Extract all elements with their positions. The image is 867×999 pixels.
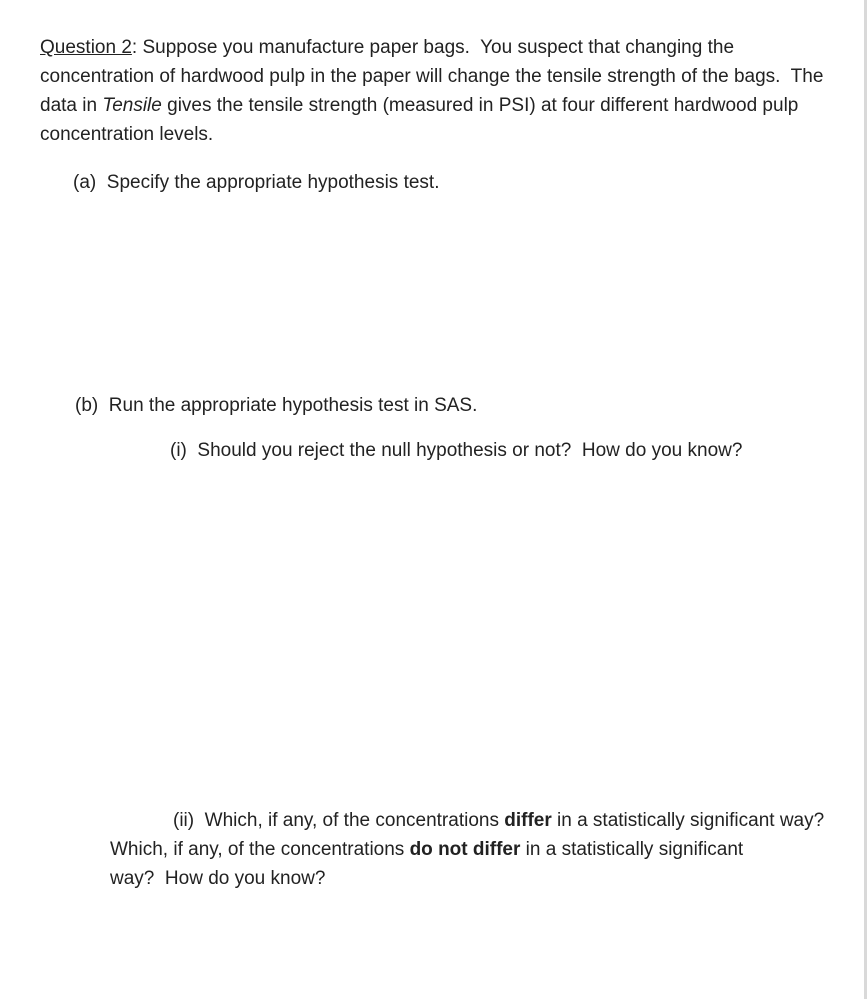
part-b-ii-line-2-post: in a statistically significant — [520, 839, 744, 860]
question-label: Question 2 — [40, 37, 132, 58]
part-b-i-text: (i) Should you reject the null hypothesis or not? How do you know? — [170, 440, 743, 461]
part-b-ii-line-1-pre: (ii) Which, if any, of the concentrations — [173, 810, 505, 831]
question-line-4: concentration levels. — [40, 124, 214, 145]
question-line-1 — [40, 33, 823, 62]
part-b-ii-line-3: way? How do you know? — [110, 868, 326, 889]
part-b-i — [170, 436, 742, 465]
part-a — [73, 168, 439, 197]
dataset-name: Tensile — [102, 95, 162, 116]
question-line-2: concentration of hardwood pulp in the paper will change the tensile strength of the bags. The — [40, 66, 824, 87]
part-b-text: (b) Run the appropriate hypothesis test in SAS. — [75, 395, 478, 416]
part-b-ii-line-1 — [110, 806, 824, 835]
part-b-ii-line-2 — [110, 835, 824, 864]
question-2-intro — [40, 33, 823, 149]
question-line-3-pre: data in — [40, 95, 103, 116]
part-b-ii-line-2-pre: Which, if any, of the concentrations — [110, 839, 410, 860]
part-a-text: (a) Specify the appropriate hypothesis test. — [73, 172, 440, 193]
emphasis-differ: differ — [504, 810, 552, 831]
question-line-3-post: gives the tensile strength (measured in PSI) at four different hardwood pulp — [161, 95, 799, 116]
question-line-3 — [40, 91, 823, 120]
emphasis-do-not-differ: do not differ — [409, 839, 521, 860]
part-b-ii — [110, 806, 824, 893]
question-line-1-text: Suppose you manufacture paper bags. You suspect that changing the — [137, 37, 735, 58]
part-b — [75, 391, 477, 420]
question-colon: : — [131, 37, 138, 58]
part-b-ii-line-1-post: in a statistically significant way? — [551, 810, 825, 831]
